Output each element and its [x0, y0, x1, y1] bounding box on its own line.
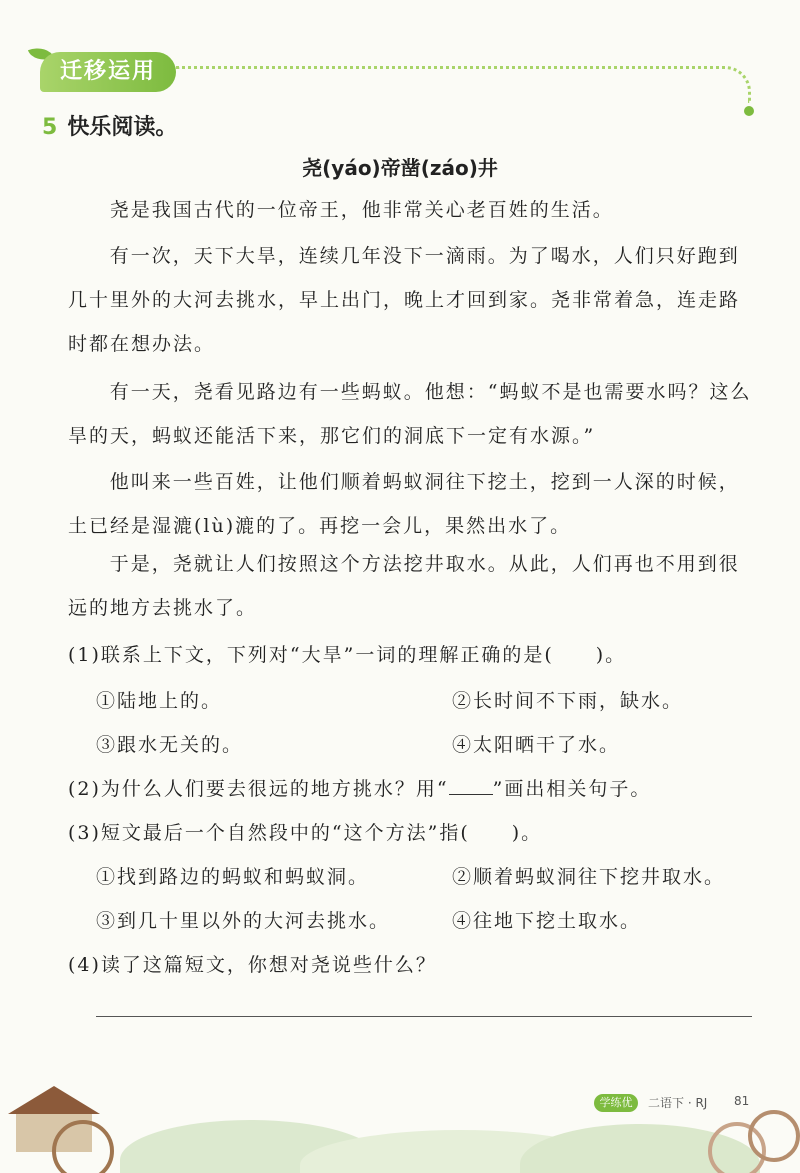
divider-dot [744, 106, 754, 116]
question-3: (3)短文最后一个自然段中的“这个方法”指( )。 [68, 822, 543, 844]
story-title: 尧(yáo)帝凿(záo)井 [302, 156, 498, 180]
q3-option-3[interactable]: ③到几十里以外的大河去挑水。 [96, 910, 391, 932]
question-1: (1)联系上下文，下列对“大旱”一词的理解正确的是( )。 [68, 644, 627, 666]
q2-text-before: (2)为什么人们要去很远的地方挑水？用“ [68, 778, 449, 800]
question-4: (4)读了这篇短文，你想对尧说些什么？ [68, 954, 437, 976]
story-paragraph-1: 尧是我国古代的一位帝王，他非常关心老百姓的生活。 [109, 199, 614, 221]
story-paragraph-2: 有一次，天下大旱，连续几年没下一滴雨。为了喝水，人们只好跑到几十里外的大河去挑水，早上出门，晚上才回到家。尧非常着急，连走路时都在想办法。 [68, 245, 741, 355]
answer-line[interactable] [96, 1016, 752, 1017]
book-label: 二语下 · RJ [648, 1096, 708, 1110]
question-title: 快乐阅读。 [67, 115, 178, 140]
q1-option-4[interactable]: ④太阳晒干了水。 [452, 734, 621, 756]
waterwheel-right-2-icon [748, 1110, 800, 1162]
question-number: 5 [42, 115, 58, 140]
q1-option-2[interactable]: ②长时间不下雨，缺水。 [452, 690, 684, 712]
underline-sample [449, 778, 493, 795]
dotted-divider [176, 66, 751, 103]
q3-option-1[interactable]: ①找到路边的蚂蚁和蚂蚁洞。 [96, 866, 370, 888]
section-banner: 迁移运用 [40, 52, 176, 92]
q3-option-4[interactable]: ④往地下挖土取水。 [452, 910, 642, 932]
q1-option-3[interactable]: ③跟水无关的。 [96, 734, 244, 756]
question-heading [42, 110, 177, 141]
story-paragraph-3: 有一天，尧看见路边有一些蚂蚁。他想：“蚂蚁不是也需要水吗？这么旱的天，蚂蚁还能活下来，那它们的洞底下一定有水源。” [68, 381, 752, 447]
question-2 [68, 774, 651, 801]
q1-option-1[interactable]: ①陆地上的。 [96, 690, 223, 712]
story-paragraph-4: 他叫来一些百姓，让他们顺着蚂蚁洞往下挖土，挖到一人深的时候，土已经是湿漉(lù)漉的了。再挖一会儿，果然出水了。 [68, 471, 740, 537]
story-paragraph-5: 于是，尧就让人们按照这个方法挖井取水。从此，人们再也不用到很远的地方去挑水了。 [68, 553, 740, 619]
q2-text-after: ”画出相关句子。 [492, 778, 652, 800]
brand-badge: 学练优 [594, 1094, 638, 1112]
page-number: 81 [734, 1094, 750, 1108]
waterwheel-icon [52, 1120, 114, 1173]
q3-option-2[interactable]: ②顺着蚂蚁洞往下挖井取水。 [452, 866, 726, 888]
